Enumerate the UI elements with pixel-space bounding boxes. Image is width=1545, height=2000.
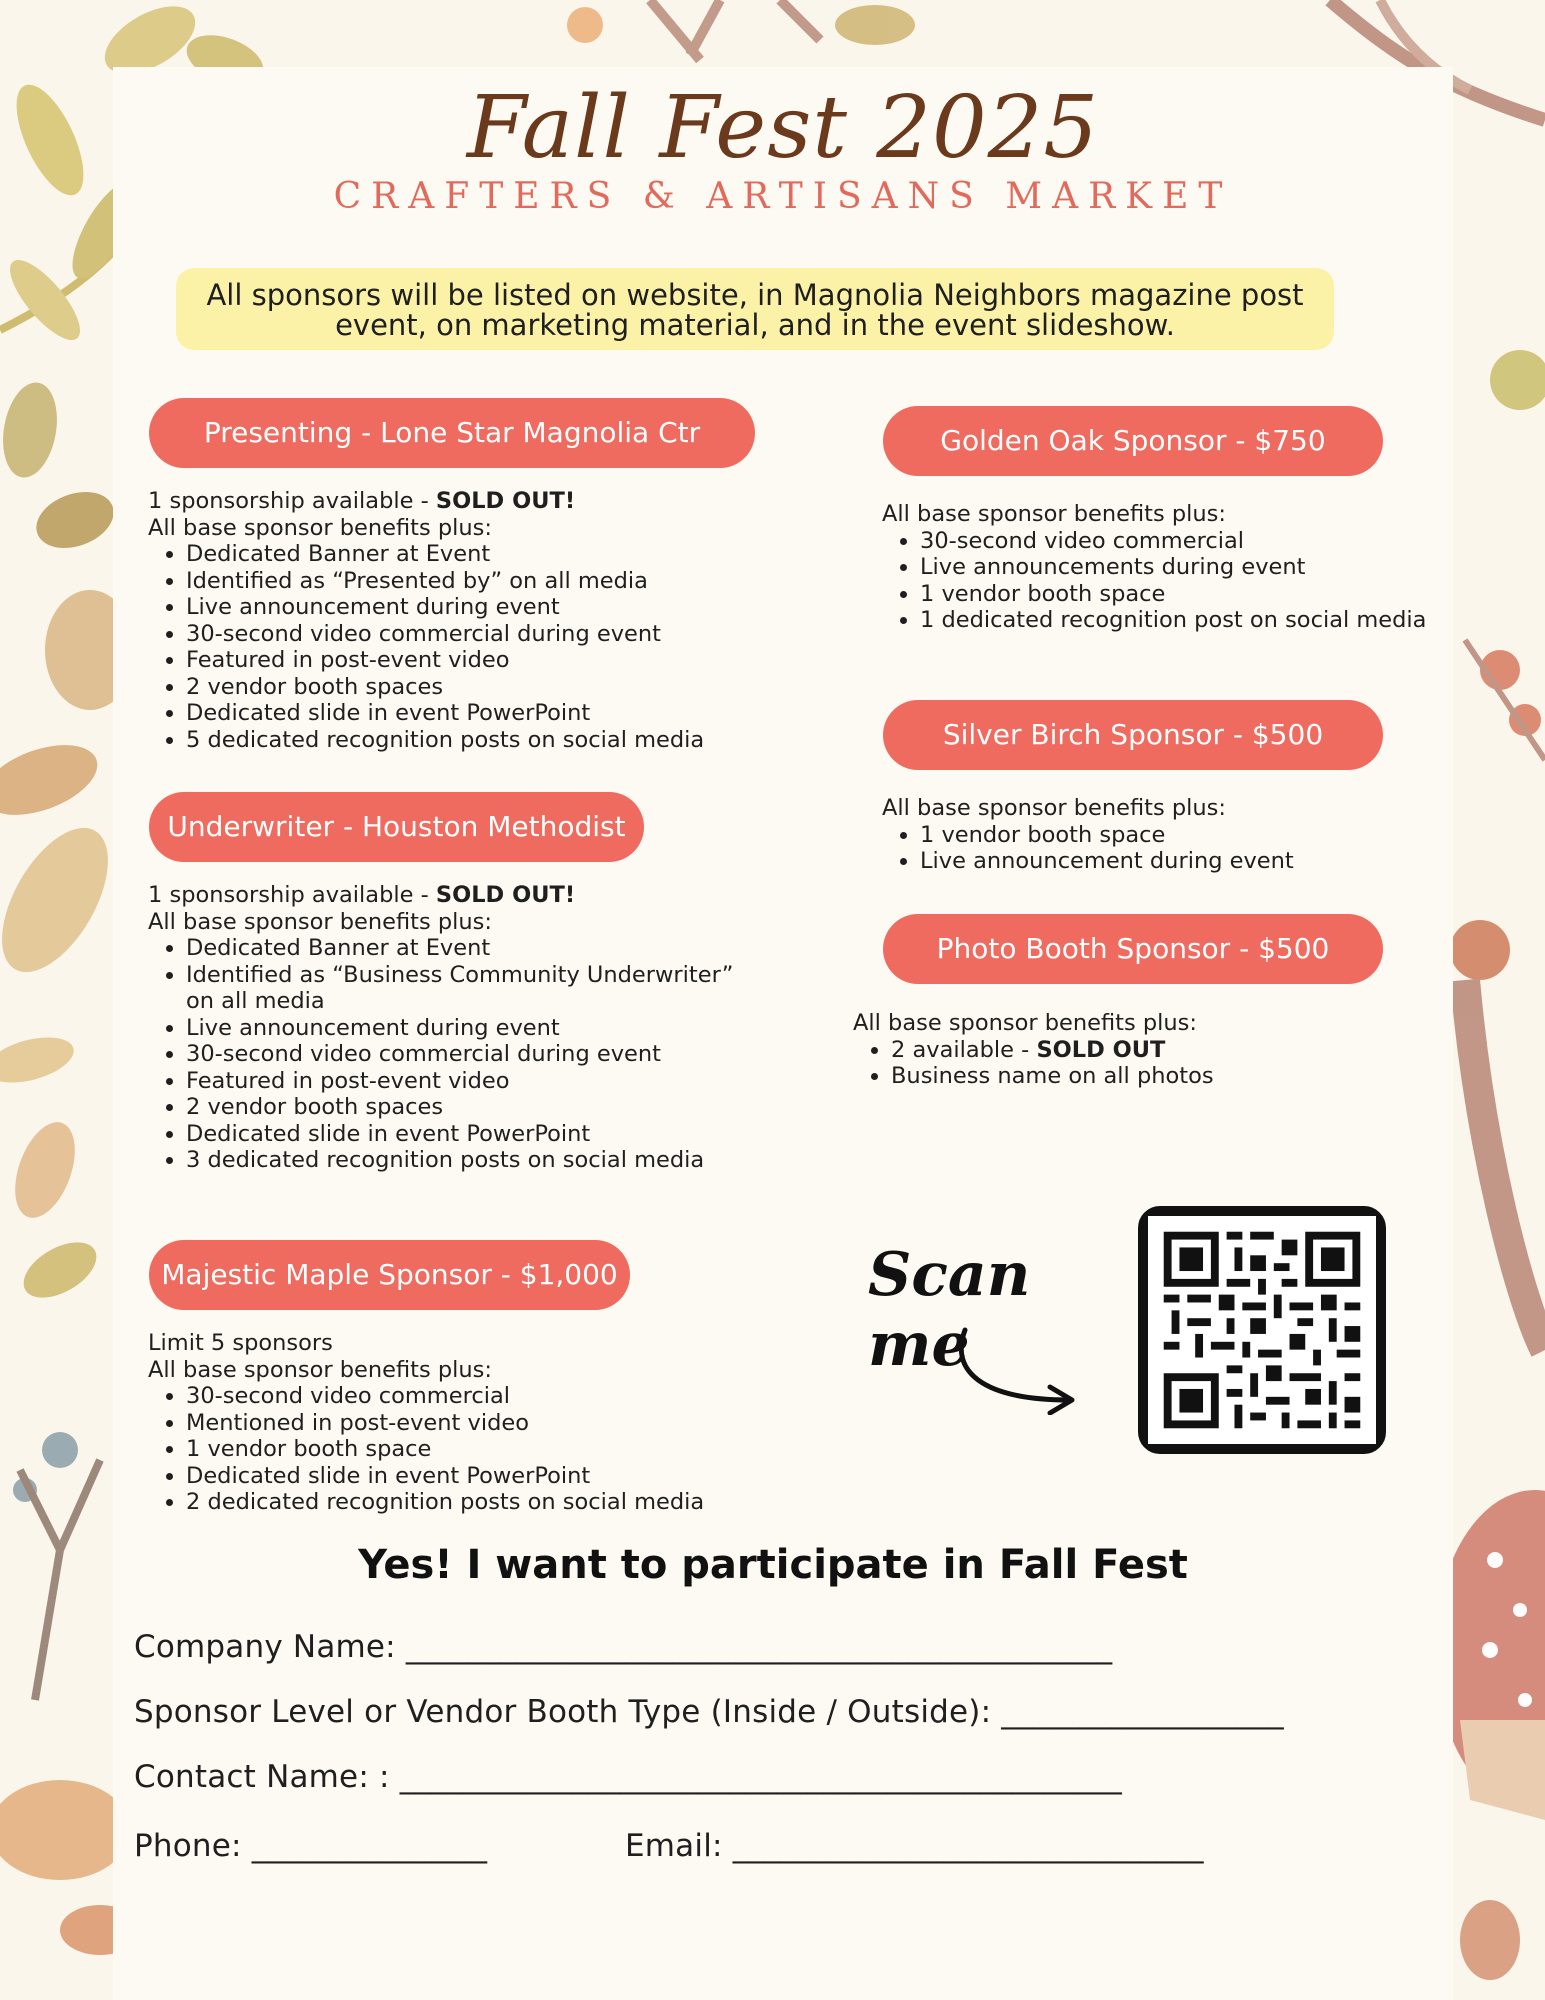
underwriter-sponsor-details [148, 882, 738, 1174]
email-field[interactable]: Email: ______________________________ [625, 1828, 1204, 1864]
list-item: • 30-second video commercial [920, 528, 1442, 555]
page-title: Fall Fest 2025 [466, 78, 1100, 178]
list-item: • Dedicated slide in event PowerPoint [186, 1121, 738, 1148]
list-item: • 5 dedicated recognition posts on social media [186, 727, 788, 754]
list-item: • Featured in post-event video [186, 647, 788, 674]
list-item: • 1 vendor booth space [920, 822, 1442, 849]
list-item: • 30-second video commercial during event [186, 621, 788, 648]
list-item: • Live announcement during event [920, 848, 1442, 875]
list-item: • Dedicated slide in event PowerPoint [186, 700, 788, 727]
oak-intro: All base sponsor benefits plus: [882, 501, 1226, 527]
phone-field[interactable]: Phone: _______________ [134, 1828, 488, 1864]
list-item: • Identified as “Business Community Underwriter” on all media [186, 962, 738, 1015]
list-item: • Dedicated Banner at Event [186, 935, 738, 962]
birch-sponsor-pill: Silver Birch Sponsor - $500 [883, 700, 1383, 770]
list-item: • Live announcement during event [186, 1015, 738, 1042]
list-item: • 3 dedicated recognition posts on social media [186, 1147, 738, 1174]
list-item: • Dedicated Banner at Event [186, 541, 788, 568]
sold-out-label: SOLD OUT [1036, 1036, 1166, 1063]
list-item: • Mentioned in post-event video [186, 1410, 788, 1437]
photo-booth-benefits-list [853, 1037, 1413, 1090]
sponsor-level-field[interactable]: Sponsor Level or Vendor Booth Type (Inside / Outside): __________________ [134, 1694, 1284, 1730]
underwriter-availability: 1 sponsorship available - SOLD OUT! [148, 882, 576, 908]
presenting-intro: All base sponsor benefits plus: [148, 514, 492, 541]
list-item: • Dedicated slide in event PowerPoint [186, 1463, 788, 1490]
birch-benefits-list [882, 822, 1442, 875]
presenting-benefits-list [148, 541, 788, 753]
qr-code-icon [1148, 1216, 1376, 1444]
scan-me-label: Scan me [868, 1240, 1031, 1380]
notice-line-1: All sponsors will be listed on website, in Magnolia Neighbors magazine post [206, 278, 1304, 312]
list-item: • 2 available - SOLD OUT [891, 1037, 1413, 1064]
oak-sponsor-pill: Golden Oak Sponsor - $750 [883, 406, 1383, 476]
presenting-sponsor-pill: Presenting - Lone Star Magnolia Ctr [149, 398, 755, 468]
list-item: • 1 vendor booth space [920, 581, 1442, 608]
company-name-field[interactable]: Company Name: _____________________________________________ [134, 1629, 1113, 1665]
underwriter-intro: All base sponsor benefits plus: [148, 908, 492, 935]
list-item: • 1 dedicated recognition post on social media [920, 607, 1442, 634]
birch-sponsor-details [882, 795, 1442, 875]
participation-heading: Yes! I want to participate in Fall Fest [358, 1542, 1188, 1588]
notice-line-2: event, on marketing material, and in the event slideshow. [335, 308, 1175, 342]
list-item: • Identified as “Presented by” on all media [186, 568, 788, 595]
contact-name-field[interactable]: Contact Name: : ______________________________________________ [134, 1759, 1122, 1795]
maple-availability: Limit 5 sponsors [148, 1330, 333, 1356]
list-item: • 1 vendor booth space [186, 1436, 788, 1463]
list-item: • 30-second video commercial [186, 1383, 788, 1410]
list-item: • Business name on all photos [891, 1063, 1413, 1090]
sponsor-notice [176, 268, 1334, 350]
maple-intro: All base sponsor benefits plus: [148, 1356, 492, 1383]
list-item: • Featured in post-event video [186, 1068, 738, 1095]
page-subtitle: CRAFTERS & ARTISANS MARKET [333, 176, 1233, 217]
maple-sponsor-details [148, 1330, 788, 1516]
list-item: • 2 vendor booth spaces [186, 1094, 738, 1121]
presenting-sponsor-details [148, 488, 788, 753]
birch-intro: All base sponsor benefits plus: [882, 795, 1226, 821]
list-item: • 2 dedicated recognition posts on social media [186, 1489, 788, 1516]
list-item: • 30-second video commercial during event [186, 1041, 738, 1068]
maple-benefits-list [148, 1383, 788, 1516]
oak-sponsor-details [882, 501, 1442, 634]
qr-code[interactable] [1138, 1206, 1386, 1454]
oak-benefits-list [882, 528, 1442, 634]
sold-out-label: SOLD OUT! [435, 488, 576, 514]
presenting-availability: 1 sponsorship available - SOLD OUT! [148, 488, 576, 514]
curved-arrow-icon [950, 1325, 1080, 1415]
underwriter-sponsor-pill: Underwriter - Houston Methodist [149, 792, 644, 862]
photo-booth-sponsor-details [853, 1010, 1413, 1090]
photo-booth-intro: All base sponsor benefits plus: [853, 1010, 1197, 1036]
photo-booth-sponsor-pill: Photo Booth Sponsor - $500 [883, 914, 1383, 984]
maple-sponsor-pill: Majestic Maple Sponsor - $1,000 [149, 1240, 630, 1310]
sold-out-label: SOLD OUT! [435, 882, 576, 908]
underwriter-benefits-list [148, 935, 738, 1174]
list-item: • 2 vendor booth spaces [186, 674, 788, 701]
list-item: • Live announcements during event [920, 554, 1442, 581]
list-item: • Live announcement during event [186, 594, 788, 621]
